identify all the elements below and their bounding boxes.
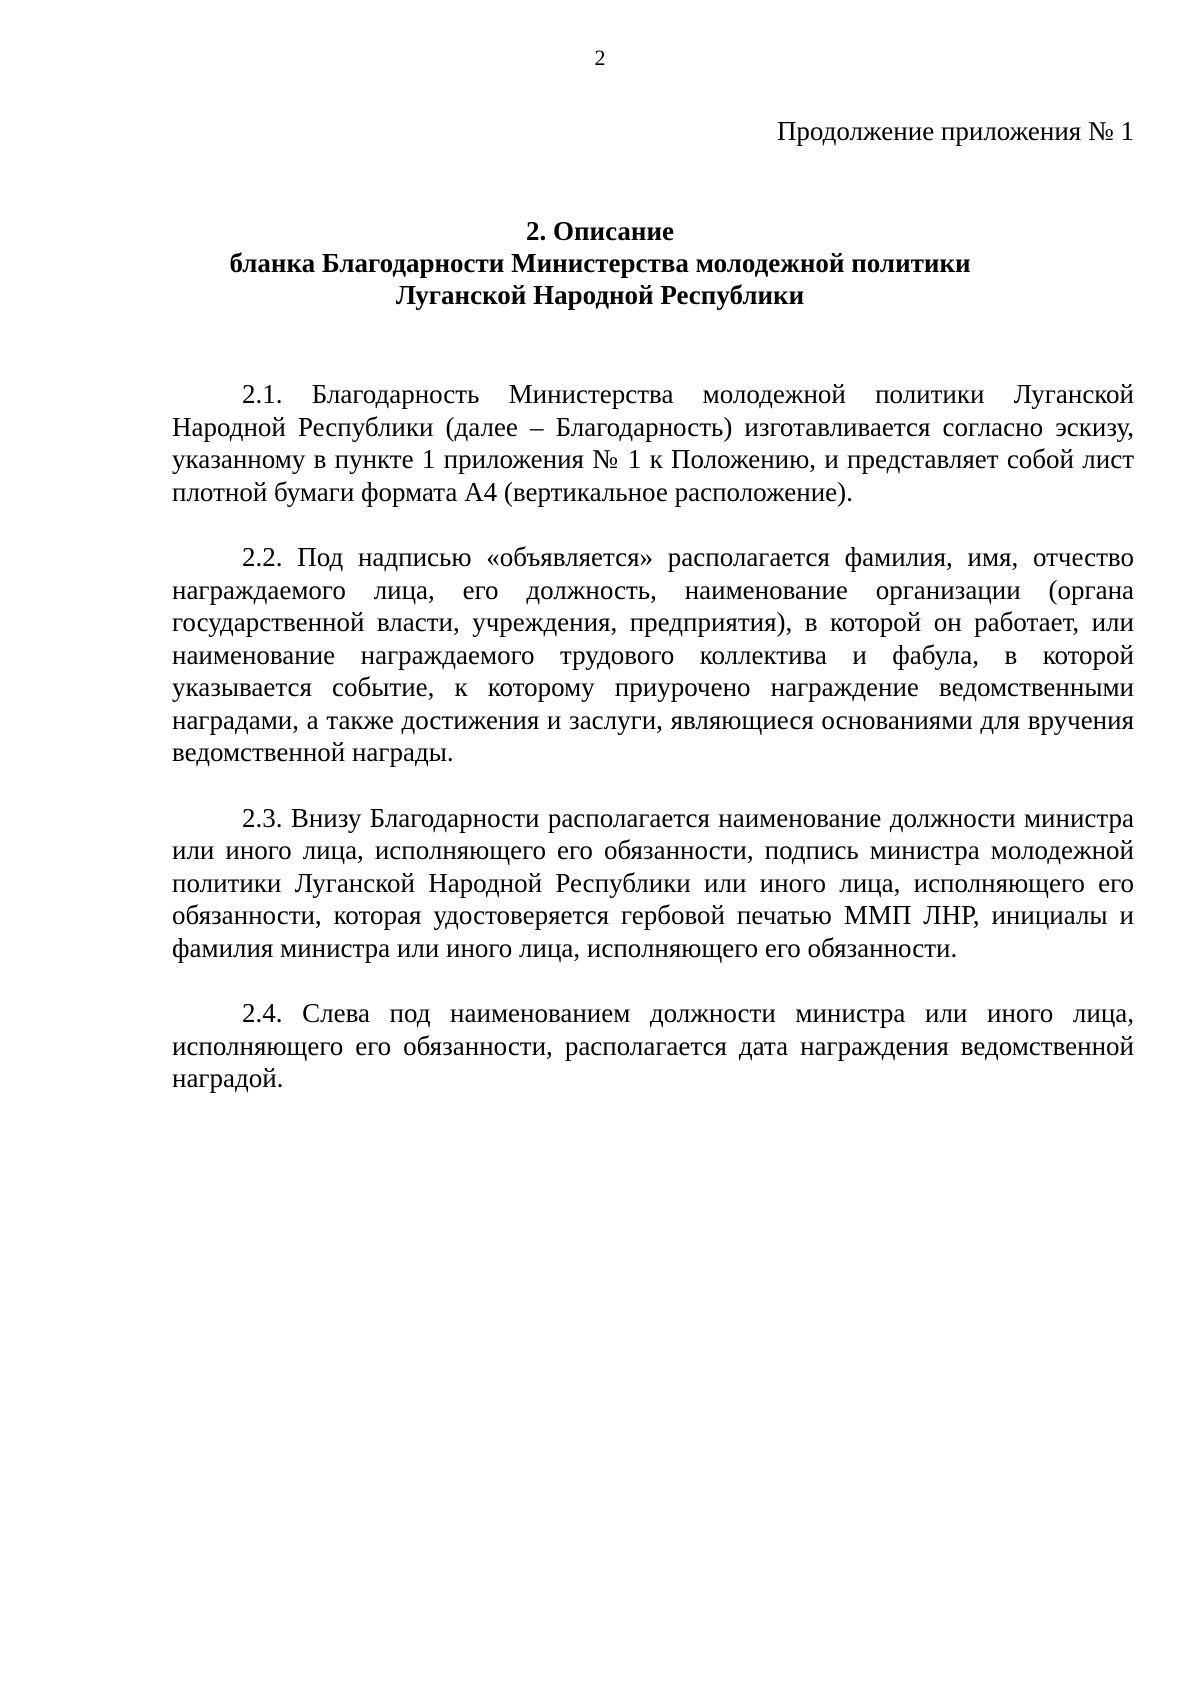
section-heading	[0, 215, 1200, 311]
paragraph-2-1: 2.1. Благодарность Министерства молодежной политики Луганской Народной Республики (далее – Благодарность) изготавливается согласно эскизу, указанному в пункте 1 приложения № 1 к Положению, и представляет собой лист плотной бумаги формата А4 (вертикальное расположение).	[172, 379, 1134, 507]
body-text	[172, 378, 1134, 1128]
appendix-note: Продолжение приложения № 1	[776, 116, 1134, 146]
heading-line-1: 2. Описание	[525, 216, 675, 246]
page-number: 2	[594, 45, 606, 70]
paragraph-2-4: 2.4. Слева под наименованием должности министра или иного лица, исполняющего его обязанности, располагается дата награждения ведомственной наградой.	[172, 998, 1134, 1093]
heading-line-3: Луганской Народной Республики	[395, 280, 805, 310]
paragraph-2-3: 2.3. Внизу Благодарности располагается наименование должности министра или иного лица, исполняющего его обязанности, подпись министра молодежной политики Луганской Народной Республики или иного лица, исполняющего его обязанности, которая удостоверяется гербовой печатью ММП ЛНР, инициалы и фамилия министра или иного лица, исполняющего его обязанности.	[172, 802, 1134, 963]
heading-line-2: бланка Благодарности Министерства молодежной политики	[229, 248, 971, 278]
paragraph-2-2: 2.2. Под надписью «объявляется» располагается фамилия, имя, отчество награждаемого лица, его должность, наименование организации (органа государственной власти, учреждения, предприятия), в которой он работает, или наименование награждаемого трудового коллектива и фабула, в которой указывается событие, к которому приурочено награждение ведомственными наградами, а также достижения и заслуги, являющиеся основаниями для вручения ведомственной награды.	[172, 542, 1134, 767]
